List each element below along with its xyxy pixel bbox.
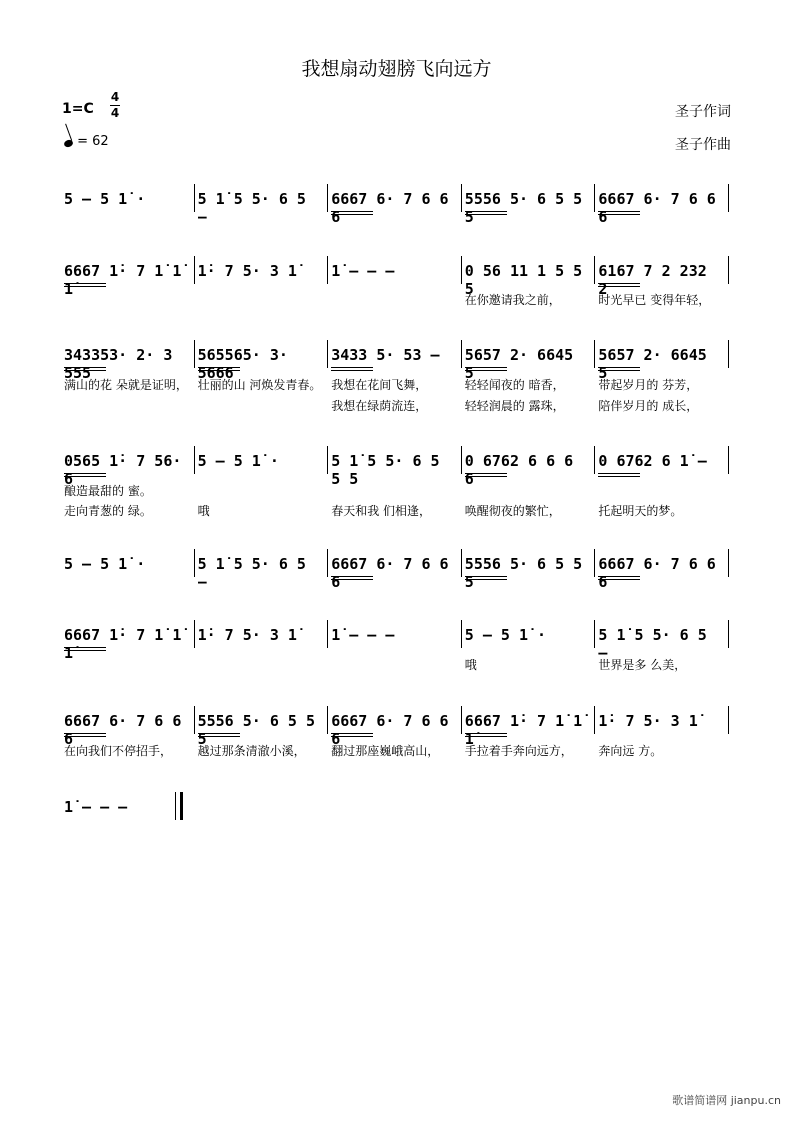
measure: 5 – 5 1̇ ·	[464, 626, 547, 644]
bar-line	[327, 706, 328, 734]
beam-line	[331, 367, 373, 371]
bar-line	[461, 256, 462, 284]
measure: 6667 1̇· 7 1̇ 1̇ 1̇	[464, 712, 583, 748]
time-signature	[110, 90, 120, 121]
bar-line	[461, 620, 462, 648]
measure: 0 56 11 1 5 5 5	[464, 262, 583, 298]
measure: 6667 6· 7 6 6 6	[598, 190, 716, 226]
bar-line	[594, 256, 595, 284]
measure: 5556 5· 6 5 5 5	[464, 555, 583, 591]
score-system	[60, 262, 730, 298]
measure: 0565 1̇· 7 56· 6	[64, 452, 182, 488]
beam-line	[465, 473, 507, 477]
score-system	[60, 452, 730, 488]
lyric-line: 我想在绿荫流连，	[331, 399, 428, 413]
beam-line	[64, 283, 106, 287]
bar-line	[194, 620, 195, 648]
bar-line	[594, 549, 595, 577]
measure: 5 1̇ 5 5· 6 5 –	[598, 626, 707, 662]
bar-line	[327, 340, 328, 368]
measure: 6667 1̇· 7 1̇ 1̇ 1̇	[64, 262, 182, 298]
measure: 5556 5· 6 5 5 5	[464, 190, 583, 226]
measure: 6667 6· 7 6 6 6	[64, 712, 182, 748]
bar-line	[327, 549, 328, 577]
measure: 1̇· 7 5· 3 1̇	[197, 626, 297, 644]
lyric-line: 满山的花 朵就是证明，	[64, 378, 188, 392]
beam-line	[64, 473, 106, 477]
beam-line	[598, 473, 640, 477]
lyric-line: 在向我们不停招手，	[64, 744, 173, 758]
composer-credit: 圣子作曲	[675, 137, 731, 153]
lyric-line: 翻过那座巍峨高山，	[331, 744, 440, 758]
bar-line	[194, 549, 195, 577]
bar-line	[194, 256, 195, 284]
lyric-line: 奔向远 方。	[598, 744, 663, 758]
bar-line	[594, 446, 595, 474]
bar-line	[180, 792, 183, 820]
measure: 0 6762 6 1̇ –	[598, 452, 707, 470]
measure: 5 1̇ 5 5· 6 5 5 5	[331, 452, 440, 488]
beam-line	[598, 367, 640, 371]
bar-line	[728, 340, 729, 368]
beam-line	[465, 576, 507, 580]
score-system	[60, 798, 730, 828]
bar-line	[728, 620, 729, 648]
beam-line	[331, 733, 373, 737]
bar-line	[194, 706, 195, 734]
bar-line	[461, 706, 462, 734]
measure: 1̇· 7 5· 3 1̇	[197, 262, 297, 280]
bar-line	[327, 184, 328, 212]
measure: 343353· 2· 3 555	[64, 346, 173, 382]
final-bar-thin	[175, 792, 176, 820]
beam-line	[465, 733, 507, 737]
beam-line	[598, 211, 640, 215]
beam-line	[64, 367, 106, 371]
quarter-note-icon	[63, 139, 74, 149]
bar-line	[327, 620, 328, 648]
song-title: 我想扇动翅膀飞向远方	[301, 58, 492, 80]
bar-line	[194, 340, 195, 368]
lyric-line: 托起明天的梦。	[598, 504, 683, 518]
bar-line	[461, 549, 462, 577]
beam-line	[198, 367, 240, 371]
bar-line	[194, 446, 195, 474]
measure: 5657 2· 6645 5	[464, 346, 574, 382]
measure: 6667 1̇· 7 1̇ 1̇ 1̇	[64, 626, 182, 662]
bar-line	[194, 184, 195, 212]
bar-line	[728, 706, 729, 734]
lyric-line: 唤醒彻夜的繁忙，	[464, 504, 561, 518]
measure: 6667 6· 7 6 6 6	[331, 555, 449, 591]
beam-line	[598, 576, 640, 580]
measure: 5 – 5 1̇ ·	[64, 555, 146, 573]
lyric-line: 我想在花间飞舞，	[331, 378, 428, 392]
beam-line	[198, 733, 240, 737]
bar-line	[461, 184, 462, 212]
beam-line	[64, 647, 106, 651]
measure: 1̇· 7 5· 3 1̇	[598, 712, 698, 730]
tempo-marking	[64, 134, 109, 149]
score-system	[60, 555, 730, 591]
lyric-line: 壮丽的山 河焕发青春。	[197, 378, 322, 392]
bar-line	[728, 446, 729, 474]
lyricist-credit: 圣子作词	[675, 104, 731, 120]
beam-line	[465, 211, 507, 215]
measure: 5556 5· 6 5 5 5	[197, 712, 315, 748]
score-system	[60, 712, 730, 748]
measure: 5 – 5 1̇ ·	[197, 452, 279, 470]
measure: 1̇ – – –	[331, 262, 395, 280]
key-signature: 1=C	[62, 101, 94, 117]
bar-line	[594, 620, 595, 648]
watermark: 歌谱简谱网 jianpu.cn	[672, 1094, 781, 1107]
lyric-line: 世界是多 么美，	[598, 658, 687, 672]
measure: 1̇ – – –	[331, 626, 395, 644]
lyric-line: 哦	[464, 658, 477, 672]
measure: 3433 5· 53 –	[331, 346, 440, 364]
score-system	[60, 190, 730, 226]
measure: 6667 6· 7 6 6 6	[598, 555, 716, 591]
measure: 6667 6· 7 6 6 6	[331, 190, 449, 226]
beam-line	[331, 576, 373, 580]
lyric-line: 手拉着手奔向远方，	[464, 744, 573, 758]
time-signature-bottom: 4	[110, 106, 120, 120]
lyric-line: 春天和我 们相逢，	[331, 504, 432, 518]
bar-line	[461, 340, 462, 368]
lyric-line: 在你邀请我之前，	[464, 293, 561, 307]
beam-line	[331, 211, 373, 215]
measure: 5 1̇ 5 5· 6 5 –	[197, 190, 306, 226]
lyric-line: 带起岁月的 芬芳，	[598, 378, 699, 392]
lyric-line: 越过那条清澈小溪，	[197, 744, 306, 758]
bar-line	[594, 340, 595, 368]
lyric-line: 陪伴岁月的 成长，	[598, 399, 699, 413]
measure: 5 – 5 1̇ ·	[64, 190, 146, 208]
bar-line	[327, 256, 328, 284]
measure: 565565· 3· 5666	[197, 346, 288, 382]
lyric-line: 酿造最甜的 蜜。	[64, 484, 152, 498]
measure: 5657 2· 6645 5	[598, 346, 707, 382]
bar-line	[461, 446, 462, 474]
measure: 6667 6· 7 6 6 6	[331, 712, 449, 748]
bar-line	[327, 446, 328, 474]
lyric-line: 轻轻润晨的 露珠，	[464, 399, 565, 413]
bar-line	[594, 184, 595, 212]
measure: 0 6762 6 6 6 6	[464, 452, 574, 488]
beam-line	[64, 733, 106, 737]
bar-line	[728, 256, 729, 284]
tempo-value: = 62	[77, 134, 109, 149]
score-system	[60, 346, 730, 382]
bar-line	[594, 706, 595, 734]
lyric-line: 时光早已 变得年轻，	[598, 293, 711, 307]
measure: 1̇ – – –	[64, 798, 128, 816]
measure: 6167 7 2 232 2	[598, 262, 707, 298]
lyric-line: 轻轻闻夜的 暗香，	[464, 378, 565, 392]
measure: 5 1̇ 5 5· 6 5 –	[197, 555, 306, 591]
beam-line	[465, 367, 507, 371]
lyric-line: 走向青葱的 绿。	[64, 504, 152, 518]
time-signature-top: 4	[110, 90, 120, 104]
beam-line	[598, 283, 640, 287]
lyric-line: 哦	[197, 504, 210, 518]
score-system	[60, 626, 730, 662]
bar-line	[728, 184, 729, 212]
bar-line	[728, 549, 729, 577]
